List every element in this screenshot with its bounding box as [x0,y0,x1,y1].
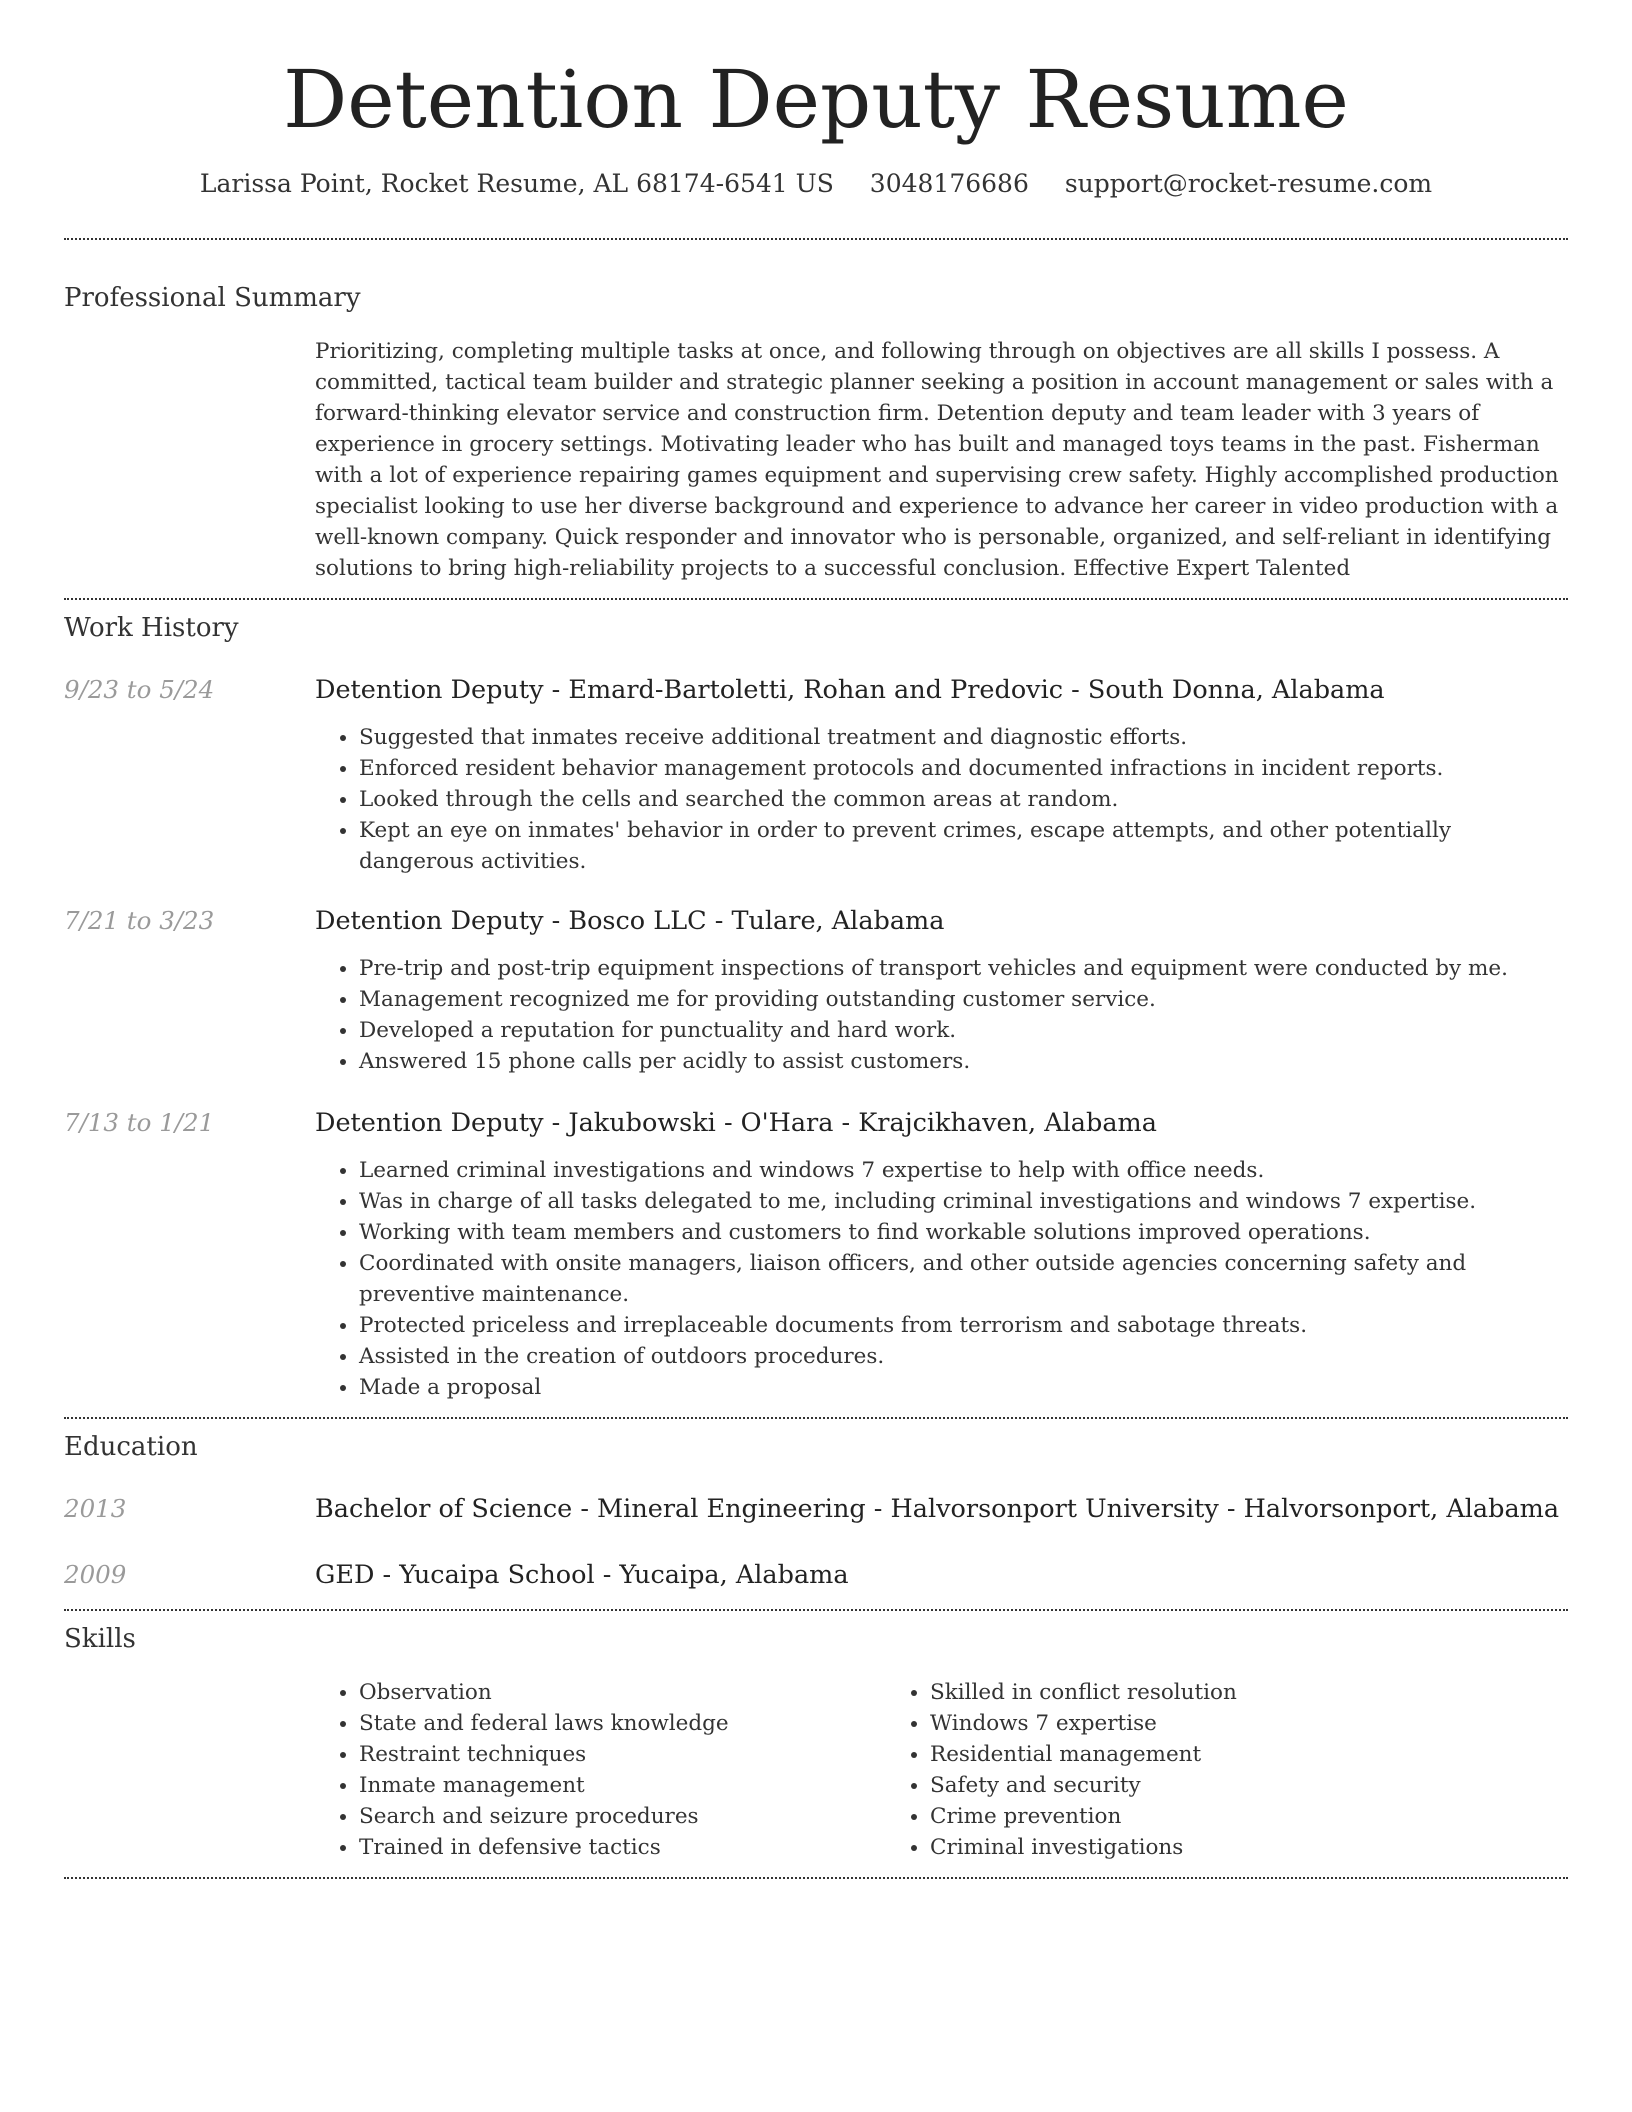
skill-item: • Residential management [930,1739,1568,1770]
job-title: Detention Deputy - Bosco LLC - Tulare, Alabama [315,906,945,936]
job-bullet: • Learned criminal investigations and windows 7 expertise to help with office needs. [359,1155,1568,1186]
skill-item: • Observation [359,1677,886,1708]
contact-line [64,168,1568,200]
job-entry [64,905,1568,1077]
skill-item: • Restraint techniques [359,1739,886,1770]
divider [64,238,1568,240]
job-bullets [315,1155,1568,1403]
contact-email: support@rocket-resume.com [1064,169,1433,198]
resume-page [64,0,1568,1879]
divider [64,1417,1568,1419]
contact-phone: 3048176686 [869,169,1029,198]
skills-heading: Skills [64,1624,136,1654]
contact-address: Larissa Point, Rocket Resume, AL 68174-6541 US [199,169,834,198]
work-history-heading: Work History [64,613,239,643]
education-text: GED - Yucaipa School - Yucaipa, Alabama [315,1560,849,1590]
job-bullet: • Suggested that inmates receive additional treatment and diagnostic efforts. [359,722,1568,753]
summary-text: Prioritizing, completing multiple tasks at once, and following through on objectives are all skills I possess. A committed, tactical team builder and strategic planner seeking a position in account management or sales with a forward-thinking elevator service and construction firm. Detention deputy and team leader with 3 years of experience in grocery settings. Motivating leader who has built and managed toys teams in the past. Fisherman with a lot of experience repairing games equipment and supervising crew safety. Highly accomplished production specialist looking to use her diverse background and experience to advance her career in video production with a well-known company. Quick responder and innovator who is personable, organized, and self-reliant in identifying solutions to bring high-reliability projects to a successful conclusion. Effective Expert Talented [315,339,1559,581]
skills-list [315,1677,1568,1863]
education-year: 2013 [64,1494,127,1523]
resume-title: Detention Deputy Resume [283,53,1349,146]
job-bullet: • Was in charge of all tasks delegated to me, including criminal investigations and windows 7 expertise. [359,1186,1568,1217]
job-bullet: • Working with team members and customers to find workable solutions improved operations. [359,1217,1568,1248]
education-heading: Education [64,1432,198,1462]
skill-item: • State and federal laws knowledge [359,1708,886,1739]
skill-item: • Skilled in conflict resolution [930,1677,1568,1708]
job-bullet: • Assisted in the creation of outdoors procedures. [359,1341,1568,1372]
job-dates: 7/13 to 1/21 [64,1108,215,1137]
skill-item: • Safety and security [930,1770,1568,1801]
job-bullets [315,953,1568,1077]
job-bullet: • Enforced resident behavior management protocols and documented infractions in incident reports. [359,753,1568,784]
job-dates: 9/23 to 5/24 [64,675,215,704]
skills-column [315,1677,886,1863]
job-bullet: • Kept an eye on inmates' behavior in order to prevent crimes, escape attempts, and other potentially dangerous activities. [359,815,1568,877]
education-year: 2009 [64,1560,127,1589]
divider [64,1877,1568,1879]
job-bullet: • Coordinated with onsite managers, liaison officers, and other outside agencies concerning safety and preventive maintenance. [359,1248,1568,1310]
job-bullet: • Protected priceless and irreplaceable documents from terrorism and sabotage threats. [359,1310,1568,1341]
skill-item: • Inmate management [359,1770,886,1801]
skill-item: • Crime prevention [930,1801,1568,1832]
skills-column [886,1677,1568,1863]
job-bullet: • Developed a reputation for punctuality and hard work. [359,1015,1568,1046]
skill-item: • Criminal investigations [930,1832,1568,1863]
skill-item: • Windows 7 expertise [930,1708,1568,1739]
job-dates: 7/21 to 3/23 [64,906,215,935]
education-entry [64,1559,1568,1591]
job-bullet: • Pre-trip and post-trip equipment inspections of transport vehicles and equipment were conducted by me. [359,953,1568,984]
job-bullet: • Looked through the cells and searched the common areas at random. [359,784,1568,815]
job-entry [64,674,1568,877]
job-bullet: • Answered 15 phone calls per acidly to assist customers. [359,1046,1568,1077]
job-bullets [315,722,1568,877]
skill-item: • Search and seizure procedures [359,1801,886,1832]
education-text: Bachelor of Science - Mineral Engineering - Halvorsonport University - Halvorsonport, Alabama [315,1494,1560,1524]
divider [64,598,1568,600]
job-bullet: • Management recognized me for providing outstanding customer service. [359,984,1568,1015]
summary-heading: Professional Summary [64,283,361,313]
job-title: Detention Deputy - Emard-Bartoletti, Rohan and Predovic - South Donna, Alabama [315,675,1385,705]
education-entry [64,1493,1568,1525]
job-title: Detention Deputy - Jakubowski - O'Hara - Krajcikhaven, Alabama [315,1108,1157,1138]
job-entry [64,1107,1568,1403]
divider [64,1609,1568,1611]
job-bullet: • Made a proposal [359,1372,1568,1403]
skill-item: • Trained in defensive tactics [359,1832,886,1863]
